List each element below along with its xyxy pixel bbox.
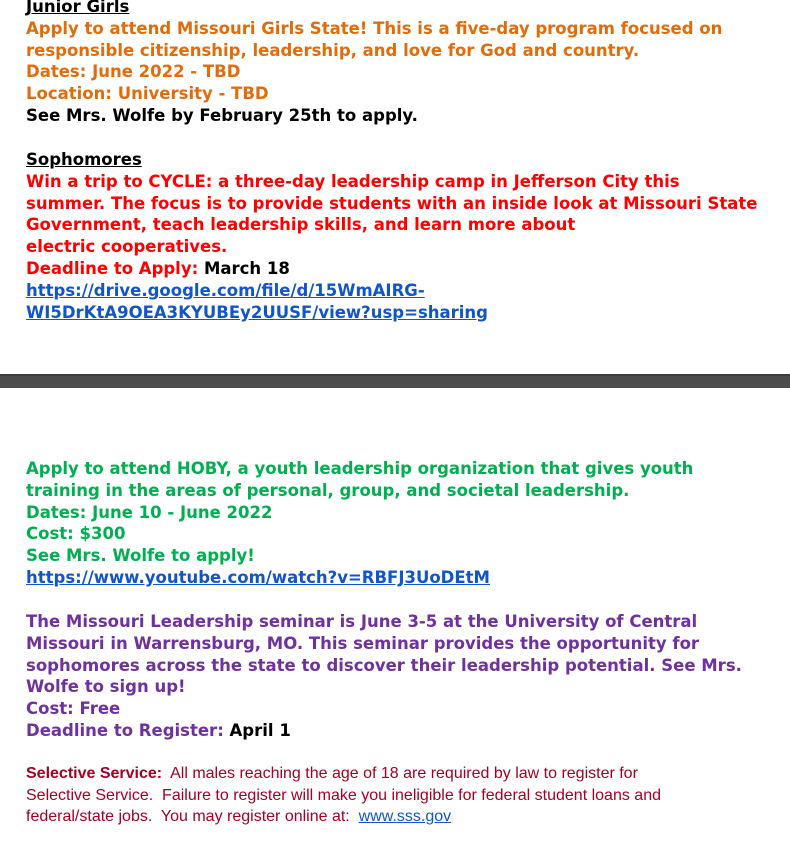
selective-line-1 xyxy=(26,763,766,785)
selective-line-2: Selective Service. Failure to register will make you ineligible for federal student loans and xyxy=(26,786,661,804)
sophomores-heading: Sophomores xyxy=(26,150,142,169)
selective-service-section xyxy=(26,763,766,828)
selective-text: All males reaching the age of 18 are required by law to register for xyxy=(162,765,638,782)
deadline-value: March 18 xyxy=(198,258,290,278)
sophomores-deadline xyxy=(26,258,766,280)
junior-girls-section xyxy=(26,0,766,127)
junior-dates: Dates: June 2022 - TBD xyxy=(26,62,241,82)
junior-see-wolfe: See Mrs. Wolfe by February 25th to apply. xyxy=(26,105,418,125)
seminar-text-line: The Missouri Leadership seminar is June 3-5 at the University of Central xyxy=(26,612,698,631)
deadline-label: Deadline to Apply: xyxy=(26,258,199,278)
hoby-section xyxy=(26,458,766,589)
sophomores-text-line: summer. The focus is to provide students with an inside look at Missouri State xyxy=(26,193,758,213)
selective-service-label: Selective Service: xyxy=(26,765,163,782)
page-divider xyxy=(0,374,790,388)
selective-line-3 xyxy=(26,806,766,828)
seminar-deadline xyxy=(26,720,766,742)
junior-location: Location: University - TBD xyxy=(26,84,269,104)
sophomores-text-line: Win a trip to CYCLE: a three-day leadership camp in Jefferson City this xyxy=(26,171,680,191)
hoby-cost: Cost: $300 xyxy=(26,524,126,544)
hoby-youtube-link[interactable]: https://www.youtube.com/watch?v=RBFJ3UoDEtM xyxy=(26,567,490,587)
hoby-text-line: training in the areas of personal, group, and societal leadership. xyxy=(26,480,630,500)
sophomores-section xyxy=(26,149,766,323)
sss-gov-link[interactable]: www.sss.gov xyxy=(358,808,452,825)
deadline-value: April 1 xyxy=(223,720,291,740)
junior-girls-heading: Junior Girls xyxy=(26,0,130,16)
sophomores-text-line: Government, teach leadership skills, and learn more about xyxy=(26,215,576,235)
seminar-text-line: Missouri in Warrensburg, MO. This seminar provides the opportunity for xyxy=(26,633,700,653)
seminar-section xyxy=(26,611,766,742)
cycle-link-line[interactable]: WI5DrKtA9OEA3KYUBEy2UUSF/view?usp=sharing xyxy=(26,302,488,322)
deadline-label: Deadline to Register: xyxy=(26,720,224,740)
page-bottom xyxy=(0,388,790,846)
sophomores-text-line: electric cooperatives. xyxy=(26,237,228,257)
hoby-dates: Dates: June 10 - June 2022 xyxy=(26,502,273,522)
cycle-drive-link[interactable] xyxy=(26,280,766,324)
seminar-text-line: sophomores across the state to discover their leadership potential. See Mrs. xyxy=(26,655,742,675)
hoby-see-wolfe: See Mrs. Wolfe to apply! xyxy=(26,546,255,566)
seminar-cost: Cost: Free xyxy=(26,699,121,719)
junior-text-line: responsible citizenship, leadership, and love for God and country. xyxy=(26,40,640,60)
hoby-text-line: Apply to attend HOBY, a youth leadership organization that gives youth xyxy=(26,459,694,478)
page-top xyxy=(0,0,790,374)
cycle-link-line[interactable]: https://drive.google.com/file/d/15WmAIRG- xyxy=(26,280,425,300)
junior-text-line: Apply to attend Missouri Girls State! This is a five-day program focused on xyxy=(26,18,723,38)
selective-text: federal/state jobs. You may register online at: xyxy=(26,808,359,825)
seminar-text-line: Wolfe to sign up! xyxy=(26,677,186,697)
